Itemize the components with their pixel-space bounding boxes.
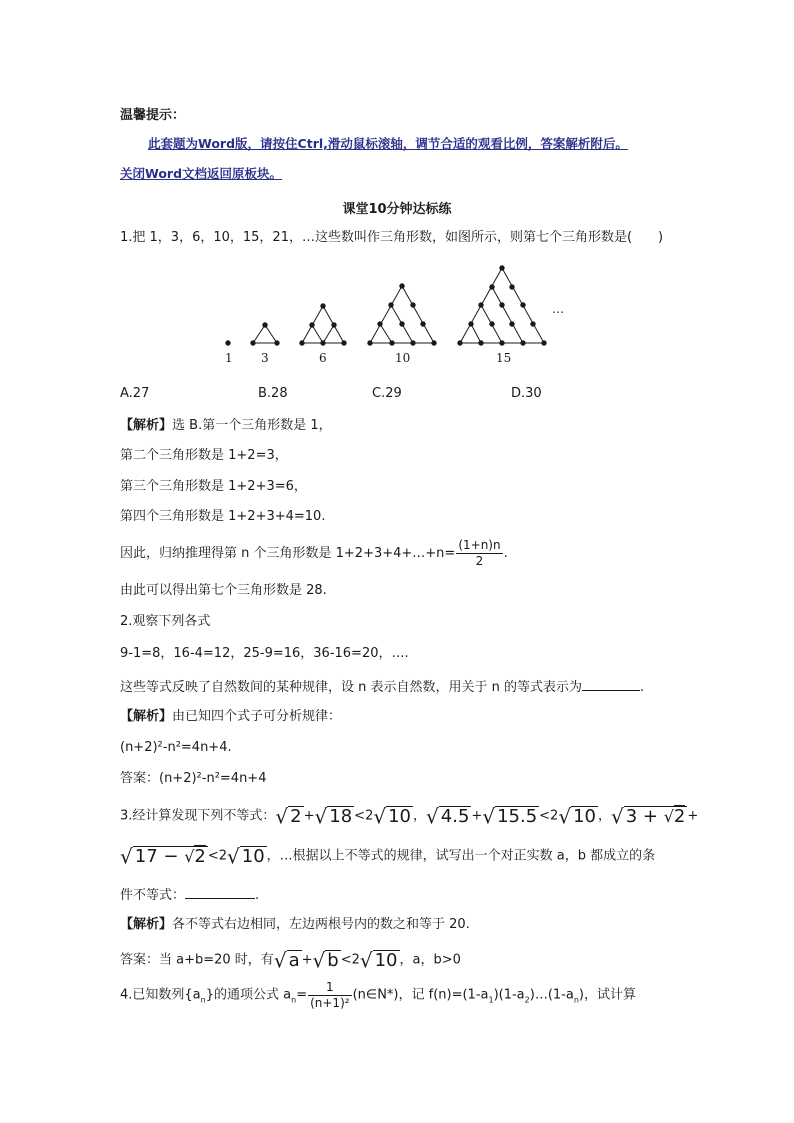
q1-analysis-line-4: 第四个三角形数是 1+2+3+4=10. — [120, 509, 326, 524]
q4-fraction: $\frac{1}{\text{(n+1)²}}$ — [310, 980, 350, 1010]
sqrt-10: √ 10 — [227, 844, 265, 869]
triangle-10 — [368, 284, 436, 345]
option-d: D.30 — [511, 386, 542, 401]
option-a: A.27 — [120, 386, 150, 401]
dot — [226, 341, 230, 345]
analysis-tag: 【解析】 — [120, 917, 173, 932]
label-1: 1 — [225, 351, 233, 365]
sqrt-10: √ 10 — [373, 804, 411, 829]
sqrt-17-minus-sqrt-2: √ 17 − √2 — [120, 844, 206, 869]
sqrt-b: √ b — [312, 948, 339, 973]
q3-line-2: √ 17 − √2 <2√ 10 ，…根据以上不等式的规律，试写出一个对正实数 a，b 都成立的条 — [120, 844, 656, 869]
answer-blank — [582, 678, 640, 691]
triangle-6 — [300, 304, 346, 345]
section-title: 课堂10分钟达标练 — [342, 202, 452, 217]
tip-line-1: 此套题为Word版，请按住Ctrl,滑动鼠标滚轴，调节合适的观看比例，答案解析附后。 — [148, 136, 628, 151]
sqrt-3-plus-sqrt-2: √ 3 + √2 — [610, 804, 686, 829]
triangle-3 — [251, 323, 279, 345]
q2-answer: 答案：(n+2)²-n²=4n+4 — [120, 771, 267, 786]
q2-derivation: (n+2)²-n²=4n+4. — [120, 740, 232, 755]
sqrt-15-5: √ 15.5 — [482, 804, 538, 829]
q3-line-1: 3.经计算发现下列不等式：√ 2 +√ 18 <2√ 10 ，√ 4.5 +√ 15.5 <2√ 10 ，√ 3 + √2 + — [120, 804, 699, 829]
analysis-tag: 【解析】 — [120, 709, 173, 724]
q2-ask: 这些等式反映了自然数间的某种规律，设 n 表示自然数，用关于 n 的等式表示为 . — [120, 680, 645, 695]
q1-analysis-line-3: 第三个三角形数是 1+2+3=6， — [120, 479, 307, 494]
q2-stem: 2.观察下列各式 — [120, 614, 211, 629]
q2-analysis: 【解析】由已知四个式子可分析规律： — [120, 709, 342, 724]
tip-line-2: 关闭Word文档返回原板块。 — [120, 166, 283, 181]
option-c: C.29 — [372, 386, 402, 401]
q3-answer: 答案：当 a+b=20 时，有√ a +√ b <2√ 10 ，a，b>0 — [120, 948, 461, 973]
option-b: B.28 — [258, 386, 288, 401]
q1-analysis-line-1: 【解析】选 B.第一个三角形数是 1， — [120, 418, 332, 433]
sqrt-10: √ 10 — [359, 948, 398, 973]
q3-analysis: 【解析】各不等式右边相同，左边两根号内的数之和等于 20. — [120, 917, 470, 932]
q1-induction: 因此，归纳推理得第 n 个三角形数是 1+2+3+4+…+n= $\frac{(1+n)n}{2}$ . — [120, 538, 508, 568]
tip-title: 温馨提示： — [120, 108, 186, 123]
q1-analysis-line-2: 第二个三角形数是 1+2=3， — [120, 448, 288, 463]
q2-formulas: 9-1=8，16-4=12，25-9=16，36-16=20，…. — [120, 646, 409, 661]
label-6: 6 — [319, 351, 327, 365]
sqrt-18: √ 18 — [314, 804, 353, 829]
sqrt-10: √ 10 — [558, 804, 596, 829]
answer-blank — [185, 886, 255, 899]
q1-conclusion: 由此可以得出第七个三角形数是 28. — [120, 583, 327, 598]
label-10: 10 — [395, 351, 411, 365]
sqrt-2: √ 2 — [275, 804, 302, 829]
figure-ellipsis: … — [552, 302, 564, 316]
sqrt-a: √ a — [273, 948, 300, 973]
triangular-numbers-figure — [210, 258, 590, 370]
label-3: 3 — [261, 351, 269, 365]
label-15: 15 — [496, 351, 512, 365]
q1-stem: 1.把 1，3，6，10，15，21，…这些数叫作三角形数，如图所示，则第七个三角形数是( ) — [120, 230, 664, 245]
q4-line: 4.已知数列$\{a_n\}$的通项公式 $a_n=$ $\frac{1}{\text{(n+1)²}}$ (n∈N*)，记 $f(n)=(1-a_1)(1-a_2)\dots(1-a_n)$，试计算 — [120, 980, 636, 1010]
analysis-tag: 【解析】 — [120, 418, 173, 433]
sqrt-4-5: √ 4.5 — [426, 804, 470, 829]
q3-line-3: 件不等式： . — [120, 888, 260, 903]
triangle-15 — [458, 266, 546, 345]
induction-fraction: $\frac{(1+n)n}{2}$ — [458, 538, 501, 568]
